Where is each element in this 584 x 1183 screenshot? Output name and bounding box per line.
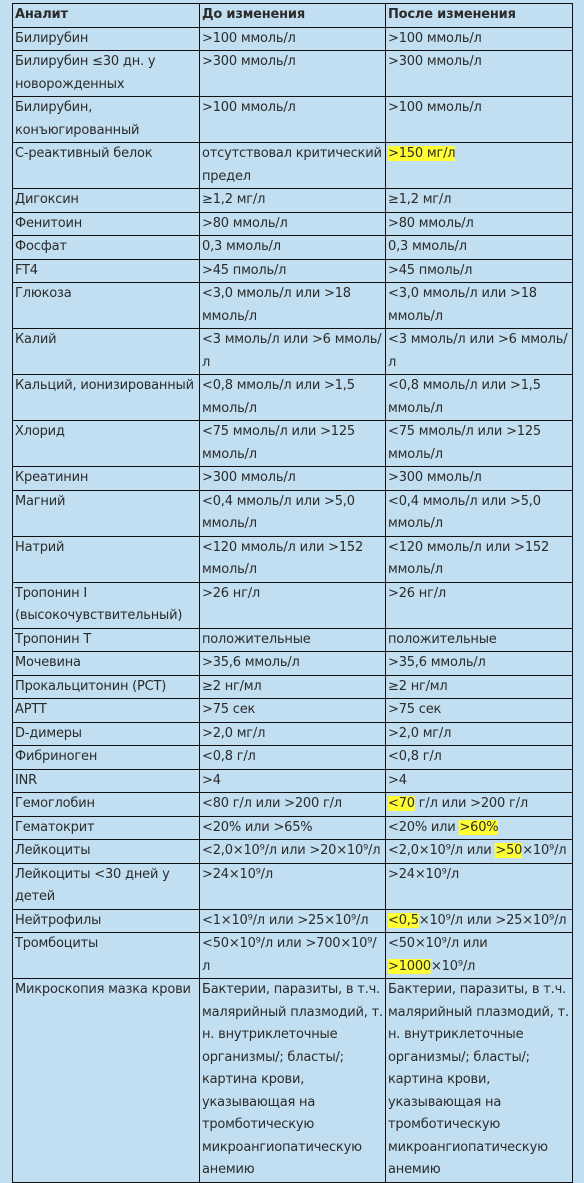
cell-before <box>200 840 386 864</box>
cell-after <box>386 699 573 723</box>
cell-text: >80 ммоль/л <box>388 215 474 231</box>
cell-text: <75 ммоль/л или >125 ммоль/л <box>202 424 355 462</box>
cell-text: <1×10⁹/л или >25×10⁹/л <box>202 912 369 928</box>
cell-analyte <box>13 675 200 699</box>
cell-text: >26 нг/л <box>202 585 260 601</box>
cell-before <box>200 490 386 536</box>
table-row <box>13 97 573 143</box>
cell-text: 0,3 ммоль/л <box>388 239 467 254</box>
cell-text: >100 ммоль/л <box>202 30 296 46</box>
cell-text: >26 нг/л <box>388 585 446 601</box>
cell-after <box>386 746 573 770</box>
column-header-after: После изменения <box>386 4 573 28</box>
cell-after <box>386 933 573 979</box>
cell-text: Билирубин <box>15 30 89 46</box>
cell-after <box>386 979 573 1183</box>
cell-text: <3,0 ммоль/л или >18 ммоль/л <box>202 286 351 324</box>
cell-after <box>386 236 573 260</box>
cell-after <box>386 421 573 467</box>
cell-before <box>200 722 386 746</box>
cell-before <box>200 979 386 1183</box>
cell-before <box>200 863 386 909</box>
cell-text: INR <box>15 772 37 788</box>
cell-text: Гематокрит <box>15 819 95 835</box>
cell-text: Мочевина <box>15 655 81 670</box>
table-row <box>13 536 573 582</box>
cell-text: ×10⁹/л или >25×10⁹/л <box>418 912 567 928</box>
cell-before <box>200 467 386 491</box>
cell-text: <3 ммоль/л или >6 ммоль/л <box>202 332 382 370</box>
table-row <box>13 652 573 676</box>
table-row <box>13 143 573 189</box>
cell-before <box>200 329 386 375</box>
cell-after <box>386 675 573 699</box>
cell-before <box>200 769 386 793</box>
cell-text: С-реактивный белок <box>15 146 153 161</box>
cell-after <box>386 628 573 652</box>
cell-after <box>386 259 573 283</box>
cell-analyte <box>13 816 200 840</box>
cell-after <box>386 909 573 933</box>
cell-text: Прокальцитонин (PCT) <box>15 678 167 694</box>
cell-text: <50×10⁹/л или <box>388 936 488 951</box>
cell-before <box>200 699 386 723</box>
cell-after <box>386 51 573 97</box>
cell-text: >80 ммоль/л <box>202 215 288 231</box>
cell-analyte <box>13 699 200 723</box>
table-row <box>13 236 573 260</box>
table-row <box>13 933 573 979</box>
table-row <box>13 259 573 283</box>
cell-analyte <box>13 27 200 51</box>
table-row <box>13 816 573 840</box>
cell-after <box>386 143 573 189</box>
cell-text: <0,8 г/л <box>388 749 442 764</box>
cell-text: Тропонин Т <box>15 631 92 647</box>
cell-text: Дигоксин <box>15 192 79 207</box>
cell-analyte <box>13 793 200 817</box>
cell-before <box>200 283 386 329</box>
cell-text: APTT <box>15 702 47 717</box>
cell-before <box>200 793 386 817</box>
cell-text: >45 пмоль/л <box>202 262 287 278</box>
cell-text: <0,4 ммоль/л или >5,0 ммоль/л <box>388 493 541 531</box>
cell-analyte <box>13 421 200 467</box>
cell-after <box>386 793 573 817</box>
cell-before <box>200 421 386 467</box>
cell-analyte <box>13 769 200 793</box>
cell-analyte <box>13 236 200 260</box>
table-row <box>13 840 573 864</box>
cell-text: ≥1,2 мг/л <box>202 192 266 207</box>
cell-after <box>386 652 573 676</box>
cell-before <box>200 212 386 236</box>
table-row <box>13 329 573 375</box>
cell-after <box>386 283 573 329</box>
cell-text: Магний <box>15 493 66 509</box>
table-row <box>13 421 573 467</box>
cell-text: Фенитоин <box>15 215 83 231</box>
cell-text: <20% или >65% <box>202 819 313 835</box>
cell-after <box>386 816 573 840</box>
cell-text: ≥1,2 мг/л <box>388 192 452 207</box>
highlighted-value: >50 <box>495 843 523 858</box>
cell-before <box>200 536 386 582</box>
cell-text: Бактерии, паразиты, в т.ч. малярийный плазмодий, т. н. внутриклеточные организмы/; бласты/; картина крови, указывающая на тромботическую микроангиопатическую анемию <box>202 982 383 1177</box>
cell-after <box>386 582 573 628</box>
table-body <box>13 27 573 1182</box>
cell-after <box>386 467 573 491</box>
table-row <box>13 628 573 652</box>
cell-text: >100 ммоль/л <box>388 30 482 46</box>
table-row <box>13 699 573 723</box>
cell-analyte <box>13 582 200 628</box>
cell-text: Тропонин I (высокочувствительный) <box>15 585 183 623</box>
cell-text: >24×10⁹/л <box>202 866 273 882</box>
cell-text: Лейкоциты <box>15 843 91 858</box>
cell-before <box>200 675 386 699</box>
cell-analyte <box>13 722 200 746</box>
cell-text: Кальций, ионизированный <box>15 378 194 393</box>
cell-text: >35,6 ммоль/л <box>388 655 486 670</box>
cell-before <box>200 582 386 628</box>
cell-before <box>200 236 386 260</box>
cell-after <box>386 212 573 236</box>
cell-after <box>386 769 573 793</box>
table-row <box>13 467 573 491</box>
cell-text: Калий <box>15 332 57 347</box>
cell-analyte <box>13 933 200 979</box>
cell-before <box>200 816 386 840</box>
cell-before <box>200 628 386 652</box>
highlighted-value: <70 <box>388 796 415 811</box>
cell-analyte <box>13 283 200 329</box>
cell-analyte <box>13 51 200 97</box>
cell-text: Бактерии, паразиты, в т.ч. малярийный плазмодий, т. н. внутриклеточные организмы/; бласты/; картина крови, указывающая на тромботическую микроангиопатическую анемию <box>388 982 569 1177</box>
highlighted-value: >60% <box>459 819 499 835</box>
cell-after <box>386 840 573 864</box>
table-row <box>13 769 573 793</box>
cell-text: <3 ммоль/л или >6 ммоль/л <box>388 332 568 370</box>
cell-text: ≥2 нг/мл <box>202 678 262 694</box>
table-row <box>13 582 573 628</box>
cell-text: Нейтрофилы <box>15 912 102 928</box>
cell-text: <75 ммоль/л или >125 ммоль/л <box>388 424 541 462</box>
cell-text: <20% или <box>388 819 460 835</box>
cell-analyte <box>13 863 200 909</box>
cell-text: Глюкоза <box>15 286 72 301</box>
cell-text: >300 ммоль/л <box>202 54 296 69</box>
cell-analyte <box>13 746 200 770</box>
cell-before <box>200 97 386 143</box>
cell-before <box>200 652 386 676</box>
table-row <box>13 675 573 699</box>
cell-analyte <box>13 536 200 582</box>
cell-text: ×10⁹/л <box>430 958 476 974</box>
cell-analyte <box>13 375 200 421</box>
cell-text: <120 ммоль/л или >152 ммоль/л <box>202 539 364 577</box>
cell-text: >75 сек <box>388 702 442 717</box>
cell-text: <0,8 г/л <box>202 749 256 764</box>
table-row <box>13 283 573 329</box>
cell-after <box>386 490 573 536</box>
cell-text: <3,0 ммоль/л или >18 ммоль/л <box>388 286 537 324</box>
cell-text: Микроскопия мазка крови <box>15 982 191 997</box>
table-row <box>13 490 573 536</box>
cell-text: ≥2 нг/мл <box>388 678 448 694</box>
cell-after <box>386 863 573 909</box>
cell-after <box>386 722 573 746</box>
cell-text: Гемоглобин <box>15 796 95 811</box>
table-row <box>13 189 573 213</box>
highlighted-value: >150 мг/л <box>388 146 456 161</box>
cell-text: Креатинин <box>15 470 89 485</box>
table-row <box>13 27 573 51</box>
cell-analyte <box>13 840 200 864</box>
cell-after <box>386 27 573 51</box>
cell-text: 0,3 ммоль/л <box>202 239 281 254</box>
table-row <box>13 722 573 746</box>
cell-text: Натрий <box>15 539 65 555</box>
cell-text: Лейкоциты <30 дней у детей <box>15 866 170 904</box>
cell-before <box>200 51 386 97</box>
cell-text: D-димеры <box>15 725 82 741</box>
cell-analyte <box>13 143 200 189</box>
cell-text: >300 ммоль/л <box>388 54 482 69</box>
cell-text: >35,6 ммоль/л <box>202 655 300 670</box>
cell-before <box>200 746 386 770</box>
cell-text: Билирубин, конъюгированный <box>15 100 140 138</box>
cell-text: >2,0 мг/л <box>202 725 266 741</box>
cell-text: >45 пмоль/л <box>388 262 473 278</box>
cell-text: <0,4 ммоль/л или >5,0 ммоль/л <box>202 493 355 531</box>
cell-before <box>200 259 386 283</box>
cell-text: <2,0×10⁹/л или <box>388 843 496 858</box>
cell-analyte <box>13 490 200 536</box>
cell-analyte <box>13 259 200 283</box>
cell-text: Фибриноген <box>15 749 98 764</box>
table-row <box>13 746 573 770</box>
cell-after <box>386 97 573 143</box>
cell-analyte <box>13 189 200 213</box>
cell-text: >100 ммоль/л <box>202 100 296 115</box>
table-row <box>13 909 573 933</box>
cell-text: г/л или >200 г/л <box>414 796 528 811</box>
cell-text: FT4 <box>15 262 38 278</box>
cell-before <box>200 27 386 51</box>
cell-text: <0,8 ммоль/л или >1,5 ммоль/л <box>388 378 541 416</box>
table-row <box>13 212 573 236</box>
cell-analyte <box>13 97 200 143</box>
cell-before <box>200 189 386 213</box>
cell-analyte <box>13 628 200 652</box>
cell-text: ×10⁹/л <box>522 843 567 858</box>
table-row <box>13 979 573 1183</box>
cell-text: <2,0×10⁹/л или >20×10⁹/л <box>202 843 381 858</box>
cell-text: >2,0 мг/л <box>388 725 452 741</box>
cell-text: <50×10⁹/л или >700×10⁹/л <box>202 936 377 974</box>
cell-text: >300 ммоль/л <box>388 470 482 485</box>
cell-before <box>200 375 386 421</box>
cell-analyte <box>13 909 200 933</box>
cell-text: положительные <box>388 631 497 647</box>
cell-analyte <box>13 979 200 1183</box>
cell-before <box>200 143 386 189</box>
cell-before <box>200 909 386 933</box>
cell-after <box>386 375 573 421</box>
cell-after <box>386 189 573 213</box>
column-header-analyte: Аналит <box>13 4 200 28</box>
cell-text: >4 <box>388 772 407 788</box>
table-row <box>13 863 573 909</box>
table-row <box>13 51 573 97</box>
cell-analyte <box>13 467 200 491</box>
cell-analyte <box>13 652 200 676</box>
cell-text: Тромбоциты <box>15 936 99 951</box>
column-header-before: До изменения <box>200 4 386 28</box>
table-row <box>13 793 573 817</box>
highlighted-value: <0,5 <box>388 912 419 928</box>
cell-analyte <box>13 212 200 236</box>
cell-text: >4 <box>202 772 221 788</box>
cell-after <box>386 536 573 582</box>
cell-text: Хлорид <box>15 424 65 439</box>
cell-text: >75 сек <box>202 702 256 717</box>
table-row <box>13 375 573 421</box>
cell-text: >24×10⁹/л <box>388 866 459 882</box>
cell-text: >100 ммоль/л <box>388 100 482 115</box>
critical-values-table <box>12 3 573 1183</box>
cell-text: положительные <box>202 631 311 647</box>
cell-text: Фосфат <box>15 239 67 254</box>
highlighted-value: >1000 <box>388 958 431 974</box>
table-header-row <box>13 4 573 28</box>
cell-text: <120 ммоль/л или >152 ммоль/л <box>388 539 550 577</box>
cell-text: >300 ммоль/л <box>202 470 296 485</box>
cell-text: <80 г/л или >200 г/л <box>202 796 342 811</box>
cell-text: <0,8 ммоль/л или >1,5 ммоль/л <box>202 378 355 416</box>
cell-text: отсутствовал критический предел <box>202 146 382 184</box>
cell-before <box>200 933 386 979</box>
cell-after <box>386 329 573 375</box>
cell-text: Билирубин ≤30 дн. у новорожденных <box>15 54 156 92</box>
cell-analyte <box>13 329 200 375</box>
